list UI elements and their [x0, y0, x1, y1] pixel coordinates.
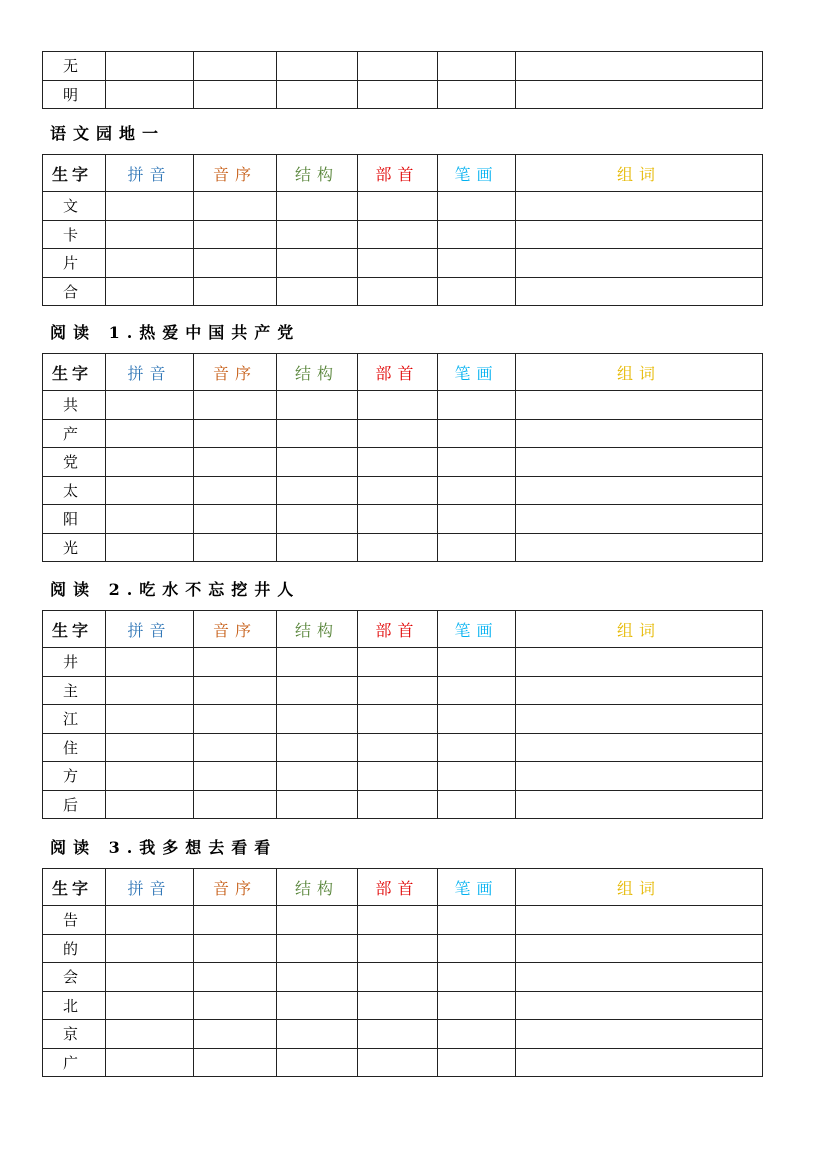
- header-initial: 音序: [194, 354, 277, 391]
- words-cell[interactable]: [516, 80, 763, 109]
- character-cell: 会: [43, 963, 106, 992]
- initial-cell[interactable]: [194, 192, 277, 221]
- strokes-cell[interactable]: [438, 192, 516, 221]
- strokes-cell[interactable]: [438, 80, 516, 109]
- table-row: [43, 934, 763, 963]
- words-cell[interactable]: [516, 1048, 763, 1077]
- radical-cell[interactable]: [358, 676, 438, 705]
- initial-cell[interactable]: [194, 391, 277, 420]
- header-character: 生字: [43, 155, 106, 192]
- initial-cell[interactable]: [194, 762, 277, 791]
- header-structure: 结构: [277, 155, 358, 192]
- character-cell: 北: [43, 991, 106, 1020]
- strokes-cell[interactable]: [438, 419, 516, 448]
- structure-cell[interactable]: [277, 220, 358, 249]
- table-row: [43, 249, 763, 278]
- pinyin-cell[interactable]: [106, 1048, 194, 1077]
- table-row: [43, 762, 763, 791]
- header-pinyin: 拼音: [106, 354, 194, 391]
- radical-cell[interactable]: [358, 1020, 438, 1049]
- initial-cell[interactable]: [194, 220, 277, 249]
- character-cell: 产: [43, 419, 106, 448]
- strokes-cell[interactable]: [438, 391, 516, 420]
- table-row: [43, 1048, 763, 1077]
- strokes-cell[interactable]: [438, 505, 516, 534]
- structure-cell[interactable]: [277, 762, 358, 791]
- words-cell[interactable]: [516, 934, 763, 963]
- radical-cell[interactable]: [358, 52, 438, 81]
- structure-cell[interactable]: [277, 391, 358, 420]
- header-words: 组词: [516, 155, 763, 192]
- radical-cell[interactable]: [358, 391, 438, 420]
- header-radical: 部首: [358, 611, 438, 648]
- structure-cell[interactable]: [277, 934, 358, 963]
- radical-cell[interactable]: [358, 277, 438, 306]
- strokes-cell[interactable]: [438, 277, 516, 306]
- character-cell: 井: [43, 648, 106, 677]
- structure-cell[interactable]: [277, 249, 358, 278]
- strokes-cell[interactable]: [438, 1048, 516, 1077]
- table-row: [43, 476, 763, 505]
- table-header-row: [43, 611, 763, 648]
- table-row: [43, 448, 763, 477]
- radical-cell[interactable]: [358, 934, 438, 963]
- header-pinyin: 拼音: [106, 611, 194, 648]
- initial-cell[interactable]: [194, 648, 277, 677]
- pinyin-cell[interactable]: [106, 192, 194, 221]
- structure-cell[interactable]: [277, 52, 358, 81]
- structure-cell[interactable]: [277, 192, 358, 221]
- character-cell: 文: [43, 192, 106, 221]
- words-cell[interactable]: [516, 790, 763, 819]
- radical-cell[interactable]: [358, 220, 438, 249]
- character-table: [42, 154, 763, 306]
- section-title: 阅读 2.吃水不忘挖井人: [50, 580, 301, 599]
- table-row: [43, 391, 763, 420]
- character-cell: 阳: [43, 505, 106, 534]
- strokes-cell[interactable]: [438, 934, 516, 963]
- header-structure: 结构: [277, 354, 358, 391]
- header-character: 生字: [43, 354, 106, 391]
- structure-cell[interactable]: [277, 448, 358, 477]
- table-header-row: [43, 155, 763, 192]
- table-row: [43, 963, 763, 992]
- character-cell: 广: [43, 1048, 106, 1077]
- character-cell: 无: [43, 52, 106, 81]
- header-words: 组词: [516, 869, 763, 906]
- table-row: [43, 419, 763, 448]
- words-cell[interactable]: [516, 762, 763, 791]
- strokes-cell[interactable]: [438, 648, 516, 677]
- strokes-cell[interactable]: [438, 1020, 516, 1049]
- structure-cell[interactable]: [277, 906, 358, 935]
- initial-cell[interactable]: [194, 676, 277, 705]
- character-cell: 京: [43, 1020, 106, 1049]
- words-cell[interactable]: [516, 192, 763, 221]
- radical-cell[interactable]: [358, 419, 438, 448]
- initial-cell[interactable]: [194, 419, 277, 448]
- structure-cell[interactable]: [277, 80, 358, 109]
- strokes-cell[interactable]: [438, 906, 516, 935]
- radical-cell[interactable]: [358, 533, 438, 562]
- header-character: 生字: [43, 611, 106, 648]
- character-cell: 方: [43, 762, 106, 791]
- words-cell[interactable]: [516, 220, 763, 249]
- words-cell[interactable]: [516, 476, 763, 505]
- pinyin-cell[interactable]: [106, 220, 194, 249]
- pinyin-cell[interactable]: [106, 705, 194, 734]
- initial-cell[interactable]: [194, 533, 277, 562]
- pinyin-cell[interactable]: [106, 52, 194, 81]
- radical-cell[interactable]: [358, 733, 438, 762]
- character-table: [42, 353, 763, 562]
- section-title: 阅读 3.我多想去看看: [50, 838, 278, 857]
- words-cell[interactable]: [516, 963, 763, 992]
- pinyin-cell[interactable]: [106, 934, 194, 963]
- character-cell: 江: [43, 705, 106, 734]
- strokes-cell[interactable]: [438, 52, 516, 81]
- words-cell[interactable]: [516, 391, 763, 420]
- pinyin-cell[interactable]: [106, 733, 194, 762]
- header-words: 组词: [516, 611, 763, 648]
- radical-cell[interactable]: [358, 906, 438, 935]
- table-row: [43, 220, 763, 249]
- structure-cell[interactable]: [277, 963, 358, 992]
- table-row: [43, 277, 763, 306]
- strokes-cell[interactable]: [438, 249, 516, 278]
- table-row: [43, 80, 763, 109]
- radical-cell[interactable]: [358, 1048, 438, 1077]
- radical-cell[interactable]: [358, 963, 438, 992]
- strokes-cell[interactable]: [438, 733, 516, 762]
- pinyin-cell[interactable]: [106, 419, 194, 448]
- words-cell[interactable]: [516, 52, 763, 81]
- character-table: [42, 610, 763, 819]
- pinyin-cell[interactable]: [106, 80, 194, 109]
- words-cell[interactable]: [516, 676, 763, 705]
- pinyin-cell[interactable]: [106, 790, 194, 819]
- initial-cell[interactable]: [194, 277, 277, 306]
- pinyin-cell[interactable]: [106, 391, 194, 420]
- radical-cell[interactable]: [358, 505, 438, 534]
- header-radical: 部首: [358, 155, 438, 192]
- strokes-cell[interactable]: [438, 963, 516, 992]
- structure-cell[interactable]: [277, 733, 358, 762]
- words-cell[interactable]: [516, 419, 763, 448]
- structure-cell[interactable]: [277, 505, 358, 534]
- initial-cell[interactable]: [194, 705, 277, 734]
- table-row: [43, 192, 763, 221]
- radical-cell[interactable]: [358, 192, 438, 221]
- initial-cell[interactable]: [194, 505, 277, 534]
- pinyin-cell[interactable]: [106, 277, 194, 306]
- header-radical: 部首: [358, 354, 438, 391]
- radical-cell[interactable]: [358, 249, 438, 278]
- character-cell: 告: [43, 906, 106, 935]
- initial-cell[interactable]: [194, 1048, 277, 1077]
- strokes-cell[interactable]: [438, 533, 516, 562]
- table-row: [43, 733, 763, 762]
- structure-cell[interactable]: [277, 277, 358, 306]
- character-table: [42, 51, 763, 109]
- pinyin-cell[interactable]: [106, 448, 194, 477]
- table-row: [43, 991, 763, 1020]
- words-cell[interactable]: [516, 277, 763, 306]
- words-cell[interactable]: [516, 733, 763, 762]
- radical-cell[interactable]: [358, 476, 438, 505]
- table-row: [43, 790, 763, 819]
- character-cell: 共: [43, 391, 106, 420]
- pinyin-cell[interactable]: [106, 762, 194, 791]
- character-cell: 主: [43, 676, 106, 705]
- strokes-cell[interactable]: [438, 790, 516, 819]
- radical-cell[interactable]: [358, 790, 438, 819]
- pinyin-cell[interactable]: [106, 505, 194, 534]
- structure-cell[interactable]: [277, 676, 358, 705]
- table-row: [43, 52, 763, 81]
- words-cell[interactable]: [516, 1020, 763, 1049]
- header-initial: 音序: [194, 869, 277, 906]
- pinyin-cell[interactable]: [106, 991, 194, 1020]
- header-strokes: 笔画: [438, 869, 516, 906]
- strokes-cell[interactable]: [438, 476, 516, 505]
- words-cell[interactable]: [516, 906, 763, 935]
- structure-cell[interactable]: [277, 533, 358, 562]
- structure-cell[interactable]: [277, 1020, 358, 1049]
- radical-cell[interactable]: [358, 991, 438, 1020]
- header-strokes: 笔画: [438, 155, 516, 192]
- radical-cell[interactable]: [358, 448, 438, 477]
- structure-cell[interactable]: [277, 476, 358, 505]
- initial-cell[interactable]: [194, 790, 277, 819]
- table-row: [43, 906, 763, 935]
- radical-cell[interactable]: [358, 648, 438, 677]
- character-cell: 太: [43, 476, 106, 505]
- initial-cell[interactable]: [194, 906, 277, 935]
- header-radical: 部首: [358, 869, 438, 906]
- header-pinyin: 拼音: [106, 869, 194, 906]
- pinyin-cell[interactable]: [106, 533, 194, 562]
- header-initial: 音序: [194, 155, 277, 192]
- words-cell[interactable]: [516, 249, 763, 278]
- radical-cell[interactable]: [358, 80, 438, 109]
- table-row: [43, 505, 763, 534]
- character-cell: 的: [43, 934, 106, 963]
- table-header-row: [43, 354, 763, 391]
- structure-cell[interactable]: [277, 790, 358, 819]
- initial-cell[interactable]: [194, 733, 277, 762]
- words-cell[interactable]: [516, 505, 763, 534]
- initial-cell[interactable]: [194, 934, 277, 963]
- character-cell: 光: [43, 533, 106, 562]
- initial-cell[interactable]: [194, 991, 277, 1020]
- structure-cell[interactable]: [277, 419, 358, 448]
- header-strokes: 笔画: [438, 611, 516, 648]
- header-character: 生字: [43, 869, 106, 906]
- initial-cell[interactable]: [194, 476, 277, 505]
- initial-cell[interactable]: [194, 1020, 277, 1049]
- header-pinyin: 拼音: [106, 155, 194, 192]
- strokes-cell[interactable]: [438, 220, 516, 249]
- header-initial: 音序: [194, 611, 277, 648]
- initial-cell[interactable]: [194, 249, 277, 278]
- radical-cell[interactable]: [358, 762, 438, 791]
- structure-cell[interactable]: [277, 991, 358, 1020]
- words-cell[interactable]: [516, 991, 763, 1020]
- character-cell: 卡: [43, 220, 106, 249]
- initial-cell[interactable]: [194, 448, 277, 477]
- strokes-cell[interactable]: [438, 991, 516, 1020]
- initial-cell[interactable]: [194, 963, 277, 992]
- header-structure: 结构: [277, 869, 358, 906]
- header-strokes: 笔画: [438, 354, 516, 391]
- pinyin-cell[interactable]: [106, 906, 194, 935]
- table-row: [43, 1020, 763, 1049]
- strokes-cell[interactable]: [438, 705, 516, 734]
- table-row: [43, 705, 763, 734]
- character-cell: 合: [43, 277, 106, 306]
- pinyin-cell[interactable]: [106, 249, 194, 278]
- pinyin-cell[interactable]: [106, 648, 194, 677]
- structure-cell[interactable]: [277, 705, 358, 734]
- character-cell: 后: [43, 790, 106, 819]
- words-cell[interactable]: [516, 648, 763, 677]
- strokes-cell[interactable]: [438, 448, 516, 477]
- strokes-cell[interactable]: [438, 676, 516, 705]
- radical-cell[interactable]: [358, 705, 438, 734]
- words-cell[interactable]: [516, 533, 763, 562]
- initial-cell[interactable]: [194, 80, 277, 109]
- section-title: 阅读 1.热爱中国共产党: [50, 323, 301, 342]
- table-row: [43, 533, 763, 562]
- words-cell[interactable]: [516, 448, 763, 477]
- section-title: 语文园地一: [50, 124, 166, 143]
- character-cell: 片: [43, 249, 106, 278]
- character-cell: 明: [43, 80, 106, 109]
- table-row: [43, 648, 763, 677]
- pinyin-cell[interactable]: [106, 1020, 194, 1049]
- strokes-cell[interactable]: [438, 762, 516, 791]
- character-table: [42, 868, 763, 1077]
- character-cell: 党: [43, 448, 106, 477]
- words-cell[interactable]: [516, 705, 763, 734]
- header-words: 组词: [516, 354, 763, 391]
- initial-cell[interactable]: [194, 52, 277, 81]
- structure-cell[interactable]: [277, 1048, 358, 1077]
- pinyin-cell[interactable]: [106, 963, 194, 992]
- character-cell: 住: [43, 733, 106, 762]
- table-row: [43, 676, 763, 705]
- structure-cell[interactable]: [277, 648, 358, 677]
- header-structure: 结构: [277, 611, 358, 648]
- pinyin-cell[interactable]: [106, 676, 194, 705]
- pinyin-cell[interactable]: [106, 476, 194, 505]
- table-header-row: [43, 869, 763, 906]
